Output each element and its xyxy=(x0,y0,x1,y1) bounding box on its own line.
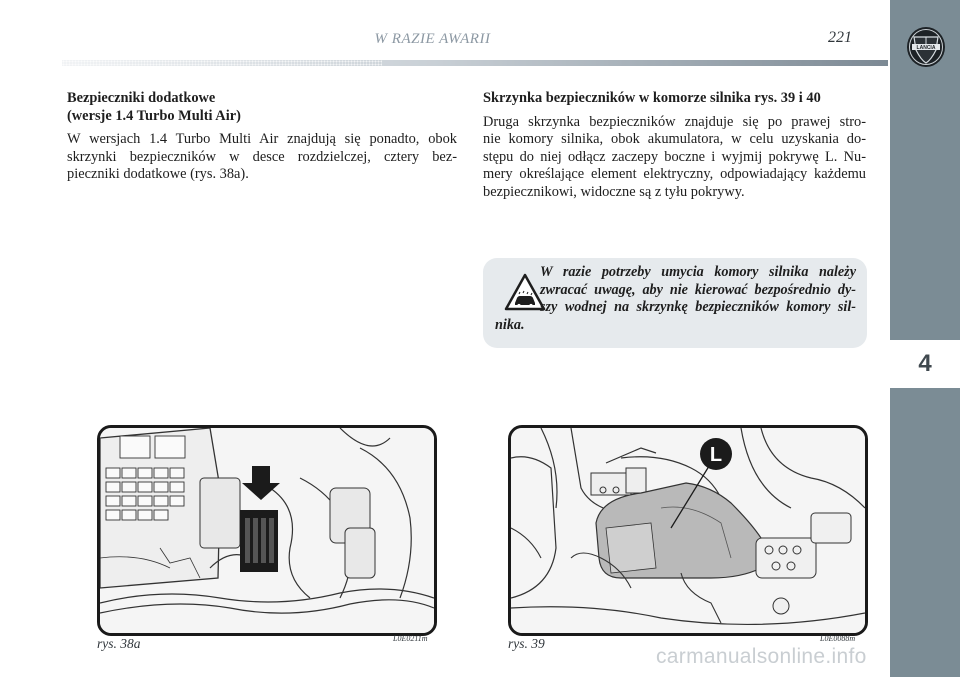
body-line: mery określające element elektryczny, odpowiadający każdemu xyxy=(483,166,866,182)
figure-code: L0E0088m xyxy=(820,634,856,643)
chapter-tab[interactable]: 4 xyxy=(890,340,960,388)
lancia-shield-icon xyxy=(906,26,946,68)
warning-text xyxy=(540,264,856,317)
heading-line: (wersje 1.4 Turbo Multi Air) xyxy=(67,107,241,124)
figure-38a-image xyxy=(97,425,437,636)
dashboard-fuses-illustration xyxy=(100,428,434,633)
figure-code: L0E0211m xyxy=(393,634,428,643)
warning-line: W razie potrzeby umycia komory silnika należy xyxy=(540,264,856,280)
figure-caption: rys. 38a xyxy=(97,636,141,651)
body-line: W wersjach 1.4 Turbo Multi Air znajdują się ponadto, obok xyxy=(67,131,457,147)
svg-text:LANCIA: LANCIA xyxy=(916,45,936,51)
body-line: skrzynki bezpieczników w desce rozdzielczej, cztery bez- xyxy=(67,148,457,165)
warning-line: szy wodnej na skrzynkę bezpieczników komory sil- xyxy=(540,299,856,315)
body-line: bezpiecznikowi, widoczne są z tyłu pokrywy. xyxy=(483,183,745,200)
body-paragraph xyxy=(483,114,866,202)
callout-label: L xyxy=(709,444,723,466)
left-column xyxy=(67,90,457,184)
sidebar-lower xyxy=(890,388,960,677)
page-number: 221 xyxy=(828,29,852,46)
figure-39-image xyxy=(508,425,868,636)
warning-line: nika. xyxy=(495,316,525,333)
warning-line: zwracać uwagę, aby nie kierować bezpośrednio dy- xyxy=(540,281,856,298)
body-paragraph xyxy=(67,131,457,184)
body-line: pieczniki dodatkowe (rys. 38a). xyxy=(67,166,249,182)
section-heading-additional-fuses xyxy=(67,90,457,125)
engine-bay-fuse-box-illustration xyxy=(511,428,865,633)
watermark: carmanualsonline.info xyxy=(656,645,867,668)
right-column xyxy=(483,90,866,201)
body-line: nie komory silnika, obok akumulatora, w celu uzyskania do- xyxy=(483,131,866,147)
body-line: Druga skrzynka bezpieczników znajduje się po prawej stro- xyxy=(483,113,866,130)
figure-caption: rys. 39 xyxy=(508,636,545,651)
section-title: W RAZIE AWARII xyxy=(374,31,491,47)
section-heading-engine-fuse-box: Skrzynka bezpieczników w komorze silnika rys. 39 i 40 xyxy=(483,90,821,106)
warning-box xyxy=(483,258,867,348)
body-line: stępu do niej odłącz zaczepy boczne i wyjmij pokrywę L. Nu- xyxy=(483,148,866,165)
heading-line: Bezpieczniki dodatkowe xyxy=(67,90,216,106)
header-rule-texture xyxy=(62,60,382,66)
